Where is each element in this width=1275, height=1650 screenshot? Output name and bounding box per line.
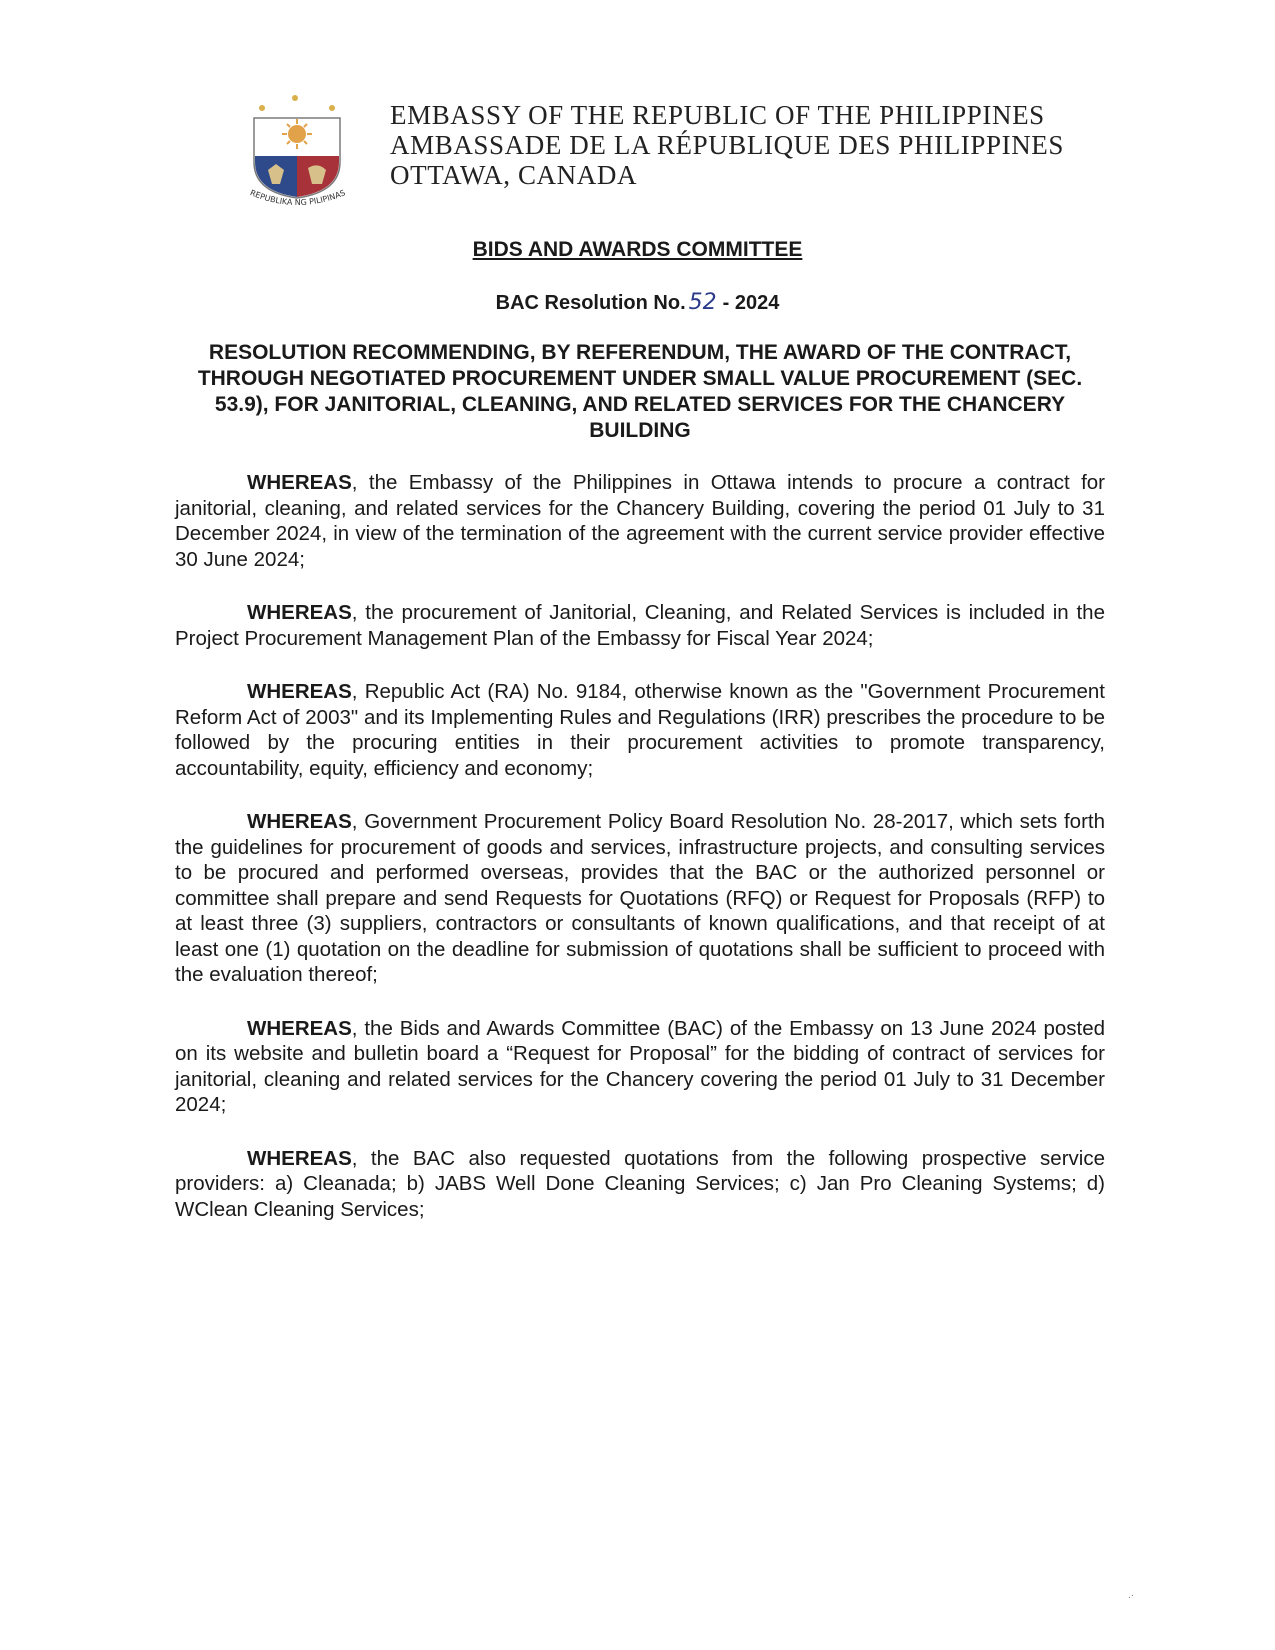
committee-heading: BIDS AND AWARDS COMMITTEE	[472, 238, 803, 261]
whereas-lead: WHEREAS	[247, 810, 352, 833]
document-body	[175, 470, 1105, 1250]
whereas-paragraph	[175, 600, 1105, 651]
paragraph-text: , the procurement of Janitorial, Cleaning, and Related Services is included in the Project Procurement Management Plan of the Embassy for Fiscal Year 2024;	[175, 601, 1105, 650]
embassy-name-french: AMBASSADE DE LA RÉPUBLIQUE DES PHILIPPINES	[390, 130, 1065, 160]
embassy-name-block	[390, 100, 1064, 190]
scan-artifact: .·	[1128, 1590, 1135, 1601]
paragraph-text: , the Bids and Awards Committee (BAC) of the Embassy on 13 June 2024 posted on its website and bulletin board a “Request for Proposal” for the bidding of contract of services for janitorial, cleaning and related services for the Chancery covering the period 01 July to 31 December 2024;	[175, 1016, 1105, 1116]
whereas-paragraph	[175, 1016, 1105, 1118]
whereas-lead: WHEREAS	[247, 471, 352, 494]
handwritten-number: 52	[688, 290, 717, 315]
philippine-seal-icon	[240, 94, 358, 212]
resolution-number	[0, 290, 1275, 315]
paragraph-text: , the BAC also requested quotations from the following prospective service providers: a) Cleanada; b) JABS Well Done Cleaning Services; c) Jan Pro Cleaning Systems; d) WClean Cleaning Services;	[175, 1146, 1105, 1221]
whereas-lead: WHEREAS	[247, 1016, 352, 1040]
paragraph-text: , Republic Act (RA) No. 9184, otherwise known as the "Government Procurement Reform Act of 2003" and its Implementing Rules and Regulations (IRR) prescribes the procedure to be followed by the procuring entities in their procurement activities to promote transparency, accountability, equity, efficiency and economy;	[175, 680, 1105, 780]
paragraph-text: , Government Procurement Policy Board Resolution No. 28-2017, which sets forth the guidelines for procurement of goods and services, infrastructure projects, and consulting services to be procured and performed overseas, provides that the BAC or the authorized personnel or committee shall prepare and send Requests for Quotations (RFQ) or Request for Proposals (RFP) to at least three (3) suppliers, contractors or consultants of known qualifications, and that receipt of at least one (1) quotation on the deadline for submission of quotations shall be sufficient to proceed with the evaluation thereof;	[175, 810, 1105, 986]
resolution-title: RESOLUTION RECOMMENDING, BY REFERENDUM, THE AWARD OF THE CONTRACT, THROUGH NEGOTIATED PROCUREMENT UNDER SMALL VALUE PROCUREMENT (SEC. 53.9), FOR JANITORIAL, CLEANING, AND RELATED SERVICES FOR THE CHANCERY BUILDING	[197, 341, 1083, 442]
embassy-name-english: EMBASSY OF THE REPUBLIC OF THE PHILIPPINES	[390, 100, 1045, 130]
resolution-prefix: BAC Resolution No.	[495, 292, 686, 314]
whereas-paragraph	[175, 809, 1105, 988]
paragraph-text: , the Embassy of the Philippines in Ottawa intends to procure a contract for janitorial, cleaning, and related services for the Chancery Building, covering the period 01 July to 31 December 2024, in view of the termination of the agreement with the current service provider effective 30 June 2024;	[175, 471, 1105, 571]
whereas-lead: WHEREAS	[247, 1146, 352, 1170]
resolution-suffix: - 2024	[722, 292, 780, 314]
svg-text:REPUBLIKA NG PILIPINAS: REPUBLIKA NG PILIPINAS	[248, 188, 347, 208]
whereas-lead: WHEREAS	[247, 601, 352, 624]
whereas-paragraph	[175, 470, 1105, 572]
whereas-paragraph	[175, 1146, 1105, 1223]
whereas-lead: WHEREAS	[247, 680, 352, 703]
letterhead	[240, 88, 1100, 218]
embassy-location: OTTAWA, CANADA	[390, 160, 638, 190]
whereas-paragraph	[175, 679, 1105, 781]
